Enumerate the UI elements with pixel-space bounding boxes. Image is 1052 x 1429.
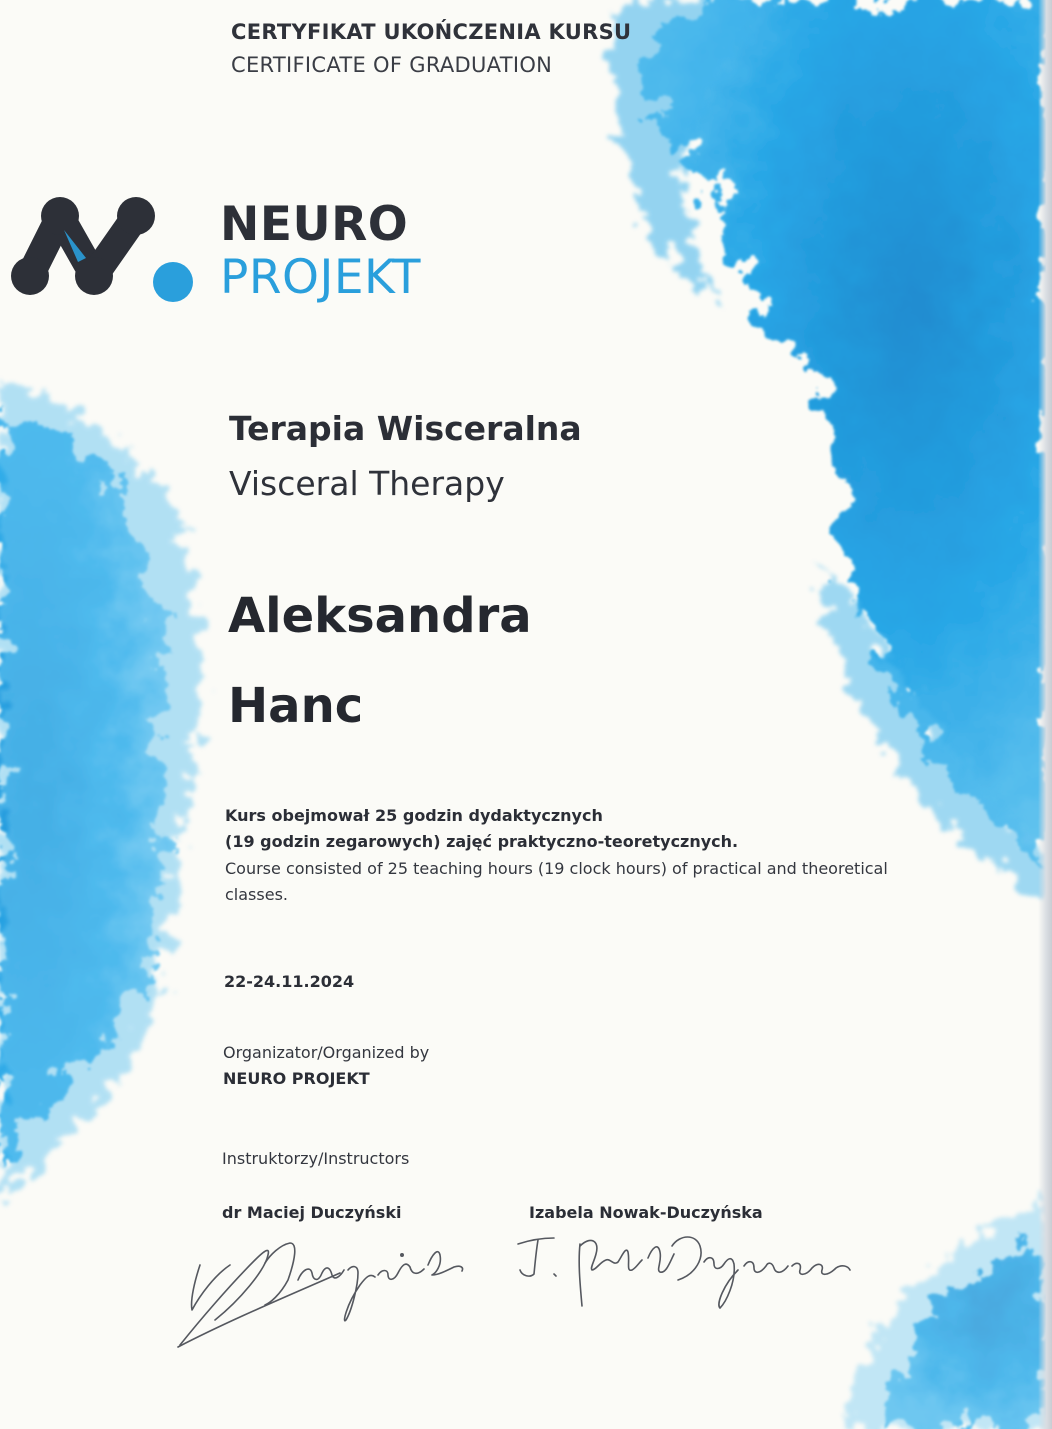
course-title-en: Visceral Therapy	[229, 464, 505, 503]
description-pl-line2: (19 godzin zegarowych) zajęć praktyczno-teoretycznych.	[225, 832, 739, 851]
certificate-title-pl: CERTYFIKAT UKOŃCZENIA KURSU	[231, 20, 632, 44]
course-dates: 22-24.11.2024	[224, 972, 355, 991]
logo-text-projekt: PROJEKT	[220, 250, 421, 305]
instructor-1-signature	[170, 1225, 470, 1350]
logo-text-neuro: NEURO	[220, 197, 409, 252]
description-en-line1: Course consisted of 25 teaching hours (19 clock hours) of practical and theoretical	[225, 859, 888, 878]
description-pl-line1: Kurs obejmował 25 godzin dydaktycznych	[225, 806, 603, 825]
organizer-name: NEURO PROJEKT	[223, 1069, 370, 1088]
recipient-last-name: Hanc	[228, 678, 364, 734]
certificate-title-en: CERTIFICATE OF GRADUATION	[231, 53, 553, 77]
course-title-pl: Terapia Wisceralna	[229, 409, 582, 448]
neuro-projekt-logo-icon	[6, 192, 196, 308]
instructors-label: Instruktorzy/Instructors	[222, 1149, 410, 1168]
description-en-line2: classes.	[225, 885, 288, 904]
organizer-label: Organizator/Organized by	[223, 1043, 430, 1062]
instructor-2-signature	[510, 1222, 855, 1314]
instructor-1-name: dr Maciej Duczyński	[222, 1203, 402, 1222]
paper-edge-shadow	[1038, 0, 1052, 1429]
recipient-first-name: Aleksandra	[228, 588, 532, 644]
instructor-2-name: Izabela Nowak-Duczyńska	[529, 1203, 763, 1222]
